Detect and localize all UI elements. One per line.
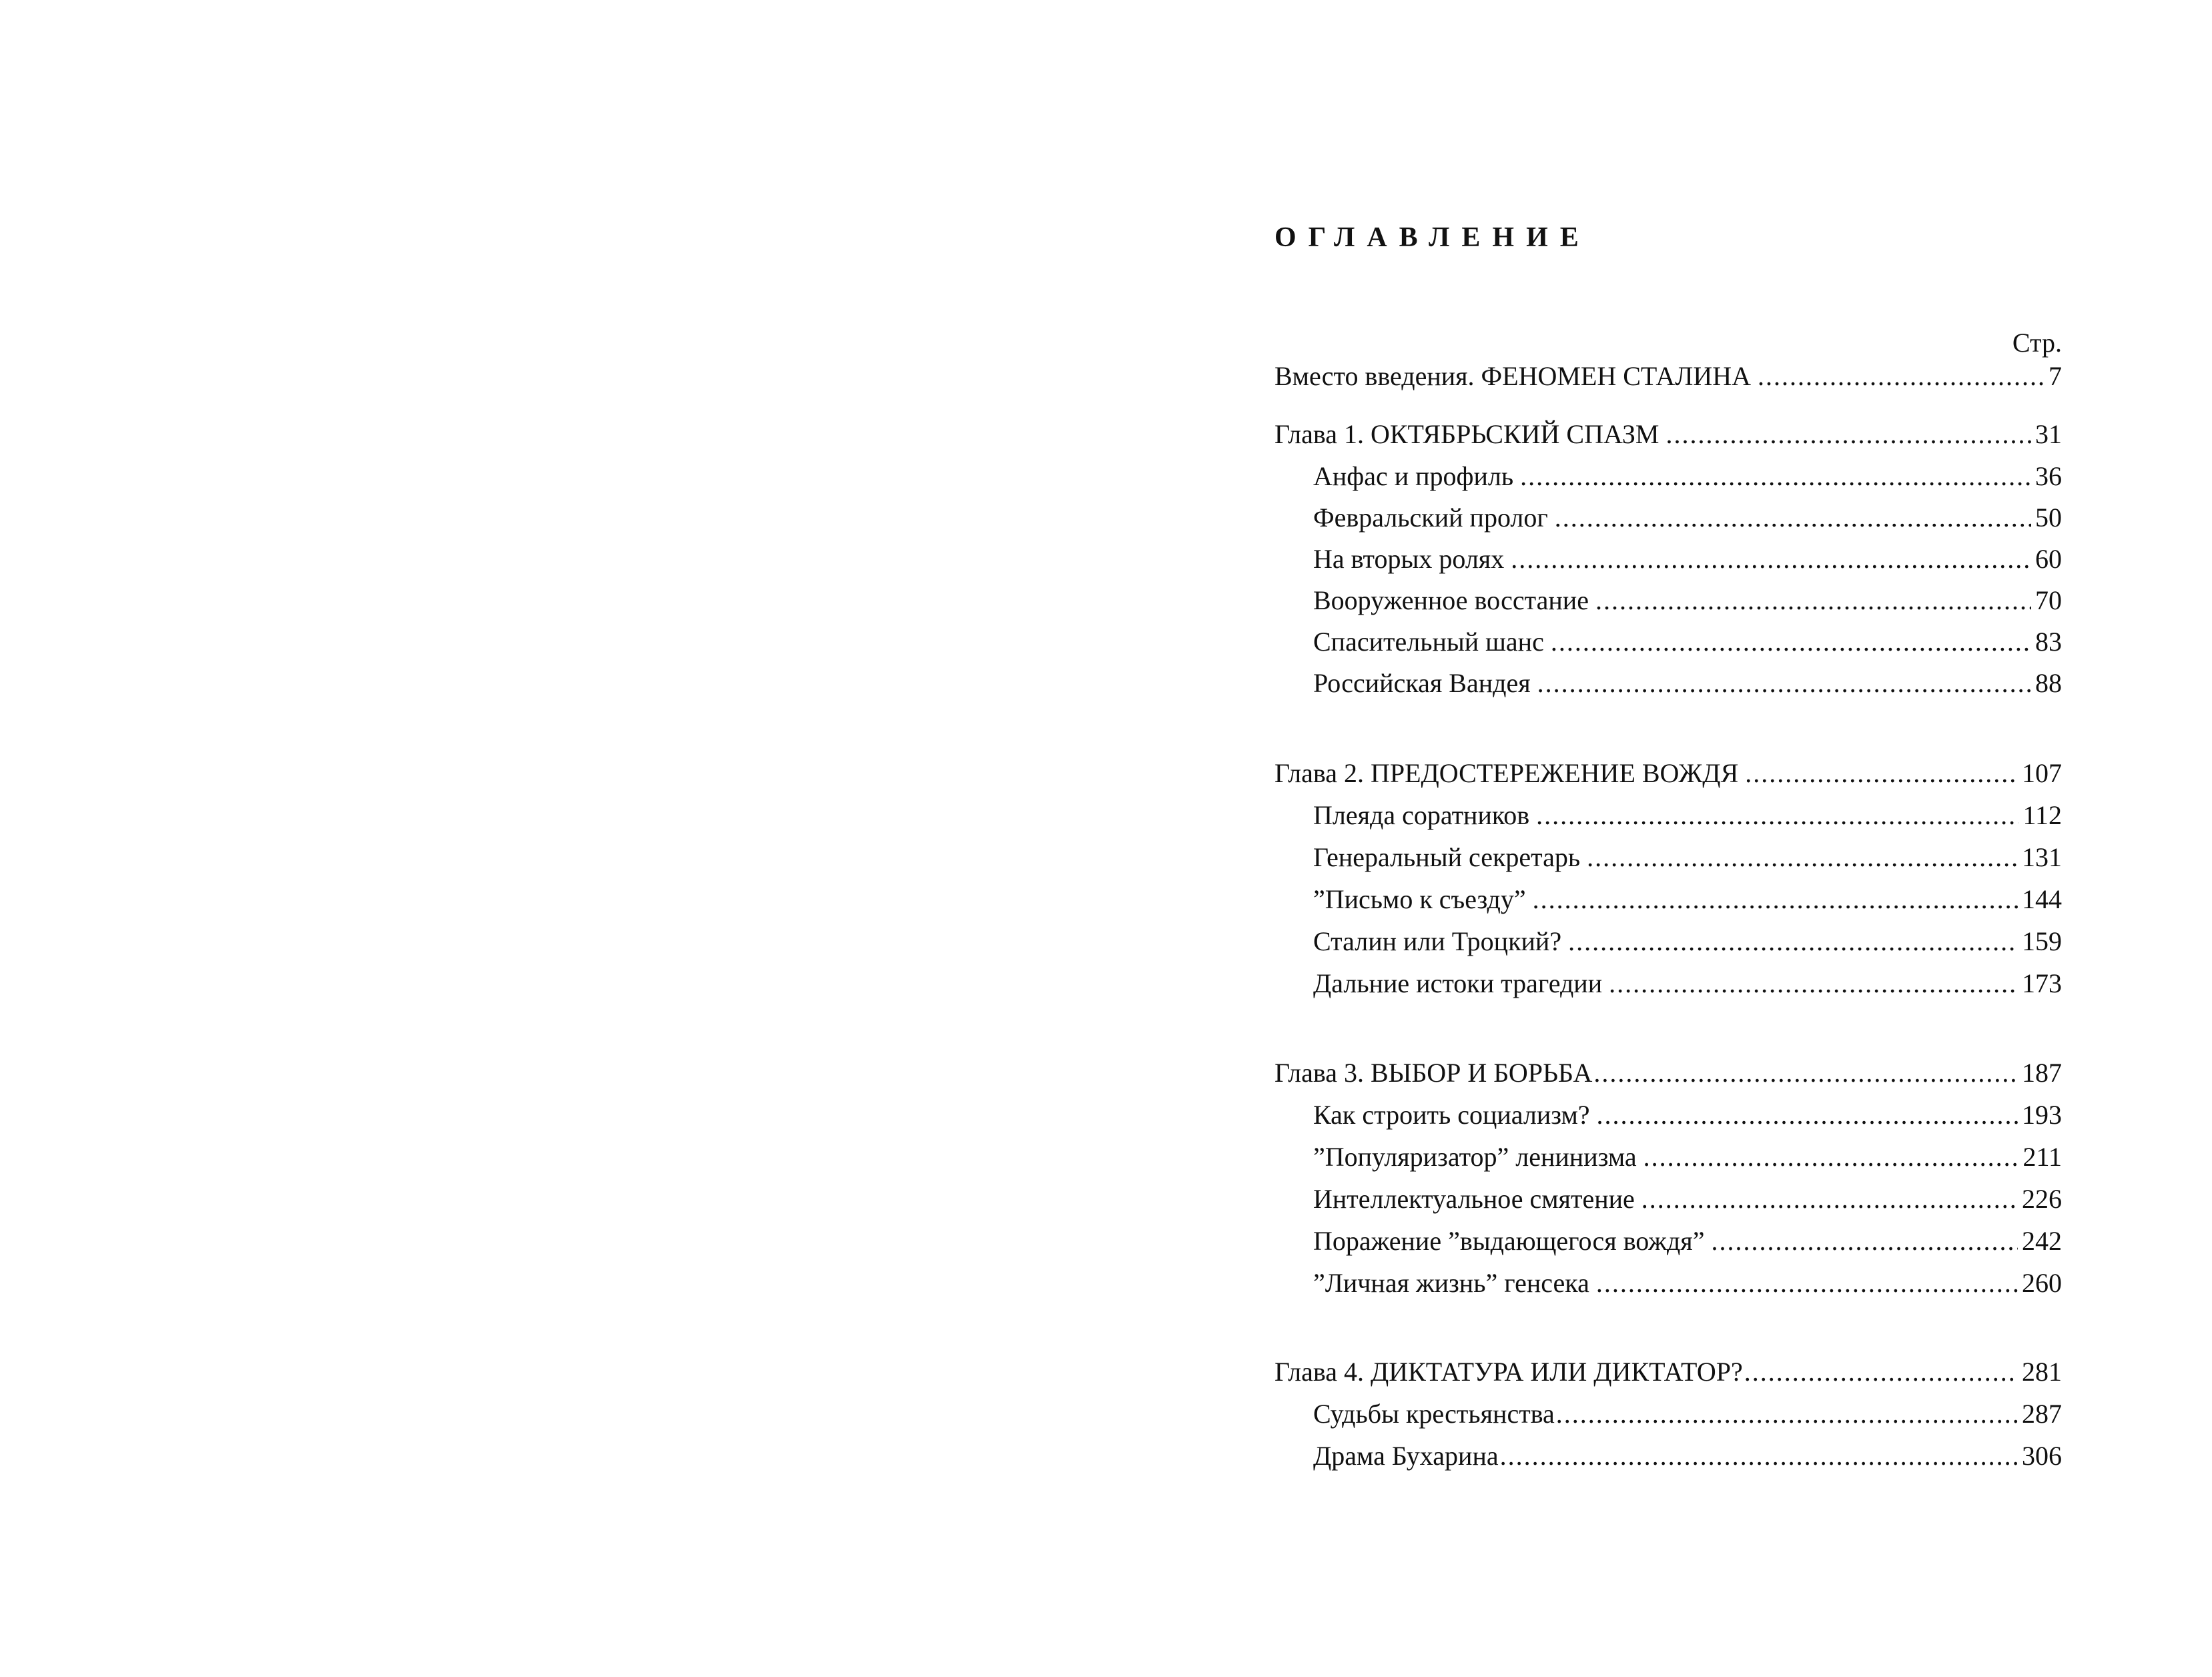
toc-entry-label: Глава 1. ОКТЯБРЬСКИЙ СПАЗМ — [1274, 419, 1660, 449]
toc-entry-section — [1313, 1138, 2062, 1176]
toc-entry-page: 306 — [2022, 1441, 2062, 1471]
dot-leader — [1758, 358, 2045, 395]
toc-entry-section — [1313, 1437, 2062, 1475]
dot-leader — [1711, 1223, 2018, 1260]
toc-entry-section — [1313, 665, 2062, 702]
toc-entry-label: Глава 2. ПРЕДОСТЕРЕЖЕНИЕ ВОЖДЯ — [1274, 758, 1739, 788]
dot-leader — [1511, 541, 2031, 578]
toc-entry-label: Сталин или Троцкий? — [1313, 926, 1562, 956]
dot-leader — [1643, 1138, 2019, 1176]
dot-leader — [1568, 923, 2018, 960]
toc-entry-label: Интеллектуальное смятение — [1313, 1184, 1635, 1214]
toc-entry-page: 83 — [2035, 627, 2062, 657]
dot-leader — [1537, 665, 2031, 702]
toc-entry-page: 60 — [2035, 544, 2062, 574]
dot-leader — [1533, 881, 2018, 918]
toc-entry-label: Генеральный секретарь — [1313, 842, 1581, 872]
toc-entry-page: 187 — [2022, 1058, 2062, 1088]
toc-entry-page: 88 — [2035, 668, 2062, 698]
dot-leader — [1500, 1437, 2018, 1475]
toc-entry-page: 159 — [2022, 926, 2062, 956]
toc-entry-page: 281 — [2022, 1357, 2062, 1387]
toc-entry-section — [1313, 1265, 2062, 1302]
toc-entry-section — [1313, 499, 2062, 537]
toc-entry-label: Спасительный шанс — [1313, 627, 1544, 657]
toc-entry-page: 287 — [2022, 1399, 2062, 1429]
toc-entry-page: 242 — [2022, 1226, 2062, 1256]
toc-entry-label: Судьбы крестьянства — [1313, 1399, 1555, 1429]
toc-entry-label: Российская Вандея — [1313, 668, 1531, 698]
toc-entry-section — [1313, 923, 2062, 960]
toc-entry-section — [1313, 1223, 2062, 1260]
dot-leader — [1587, 839, 2018, 876]
toc-entry-label: Поражение ”выдающегося вождя” — [1313, 1226, 1705, 1256]
toc-entry-section — [1313, 541, 2062, 578]
toc-entry-label: Вооруженное восстание — [1313, 585, 1589, 615]
dot-leader — [1745, 755, 2018, 792]
dot-leader — [1597, 1096, 2018, 1134]
toc-entry-label: ”Письмо к съезду” — [1313, 884, 1526, 914]
toc-entry-section — [1313, 1096, 2062, 1134]
toc-entry-page: 260 — [2022, 1268, 2062, 1298]
dot-leader — [1551, 623, 2031, 661]
toc-entry-page: 50 — [2035, 502, 2062, 533]
toc-entry-intro — [1274, 358, 2062, 395]
toc-entry-section — [1313, 965, 2062, 1002]
toc-entry-page: 7 — [2049, 361, 2062, 391]
toc-entry-label: Плеяда соратников — [1313, 800, 1530, 830]
toc-entry-label: Драма Бухарина — [1313, 1441, 1499, 1471]
toc-entry-page: 112 — [2022, 800, 2062, 830]
toc-entry-page: 173 — [2022, 968, 2062, 998]
toc-entry-chapter-1 — [1274, 416, 2062, 453]
toc-entry-label: Вместо введения. ФЕНОМЕН СТАЛИНА — [1274, 361, 1752, 391]
toc-entry-chapter-2 — [1274, 755, 2062, 792]
toc-entry-label: Как строить социализм? — [1313, 1100, 1590, 1130]
toc-entry-chapter-4 — [1274, 1353, 2062, 1391]
toc-entry-page: 193 — [2022, 1100, 2062, 1130]
toc-entry-section — [1313, 1395, 2062, 1433]
toc-entry-page: 36 — [2035, 461, 2062, 491]
toc-entry-label: ”Личная жизнь” генсека — [1313, 1268, 1589, 1298]
dot-leader — [1556, 1395, 2018, 1433]
toc-entry-page: 107 — [2022, 758, 2062, 788]
dot-leader — [1596, 1265, 2018, 1302]
dot-leader — [1609, 965, 2018, 1002]
toc-entry-label: ”Популяризатор” ленинизма — [1313, 1142, 1637, 1172]
toc-entry-page: 131 — [2022, 842, 2062, 872]
toc-entry-page: 226 — [2022, 1184, 2062, 1214]
toc-entry-label: Глава 3. ВЫБОР И БОРЬБА — [1274, 1058, 1593, 1088]
toc-entry-section — [1313, 623, 2062, 661]
toc-title: ОГЛАВЛЕНИЕ — [1274, 222, 1591, 253]
dot-leader — [1595, 582, 2031, 619]
dot-leader — [1593, 1054, 2018, 1092]
toc-entry-section — [1313, 797, 2062, 834]
toc-entry-section — [1313, 881, 2062, 918]
toc-entry-section — [1313, 1181, 2062, 1218]
dot-leader — [1744, 1353, 2018, 1391]
dot-leader — [1555, 499, 2031, 537]
dot-leader — [1666, 416, 2031, 453]
dot-leader — [1641, 1181, 2018, 1218]
toc-entry-section — [1313, 839, 2062, 876]
toc-entry-page: 70 — [2035, 585, 2062, 615]
dot-leader — [1520, 458, 2031, 495]
toc-entry-page: 211 — [2022, 1142, 2062, 1172]
toc-entry-chapter-3 — [1274, 1054, 2062, 1092]
toc-entry-page: 31 — [2035, 419, 2062, 449]
toc-entry-page: 144 — [2022, 884, 2062, 914]
toc-entry-label: Дальние истоки трагедии — [1313, 968, 1603, 998]
toc-entry-section — [1313, 458, 2062, 495]
toc-entry-label: На вторых ролях — [1313, 544, 1505, 574]
toc-entry-label: Анфас и профиль — [1313, 461, 1514, 491]
dot-leader — [1536, 797, 2018, 834]
toc-entry-section — [1313, 582, 2062, 619]
page-column-label: Стр. — [2012, 328, 2062, 358]
toc-entry-label: Глава 4. ДИКТАТУРА ИЛИ ДИКТАТОР? — [1274, 1357, 1743, 1387]
toc-entry-label: Февральский пролог — [1313, 502, 1548, 533]
